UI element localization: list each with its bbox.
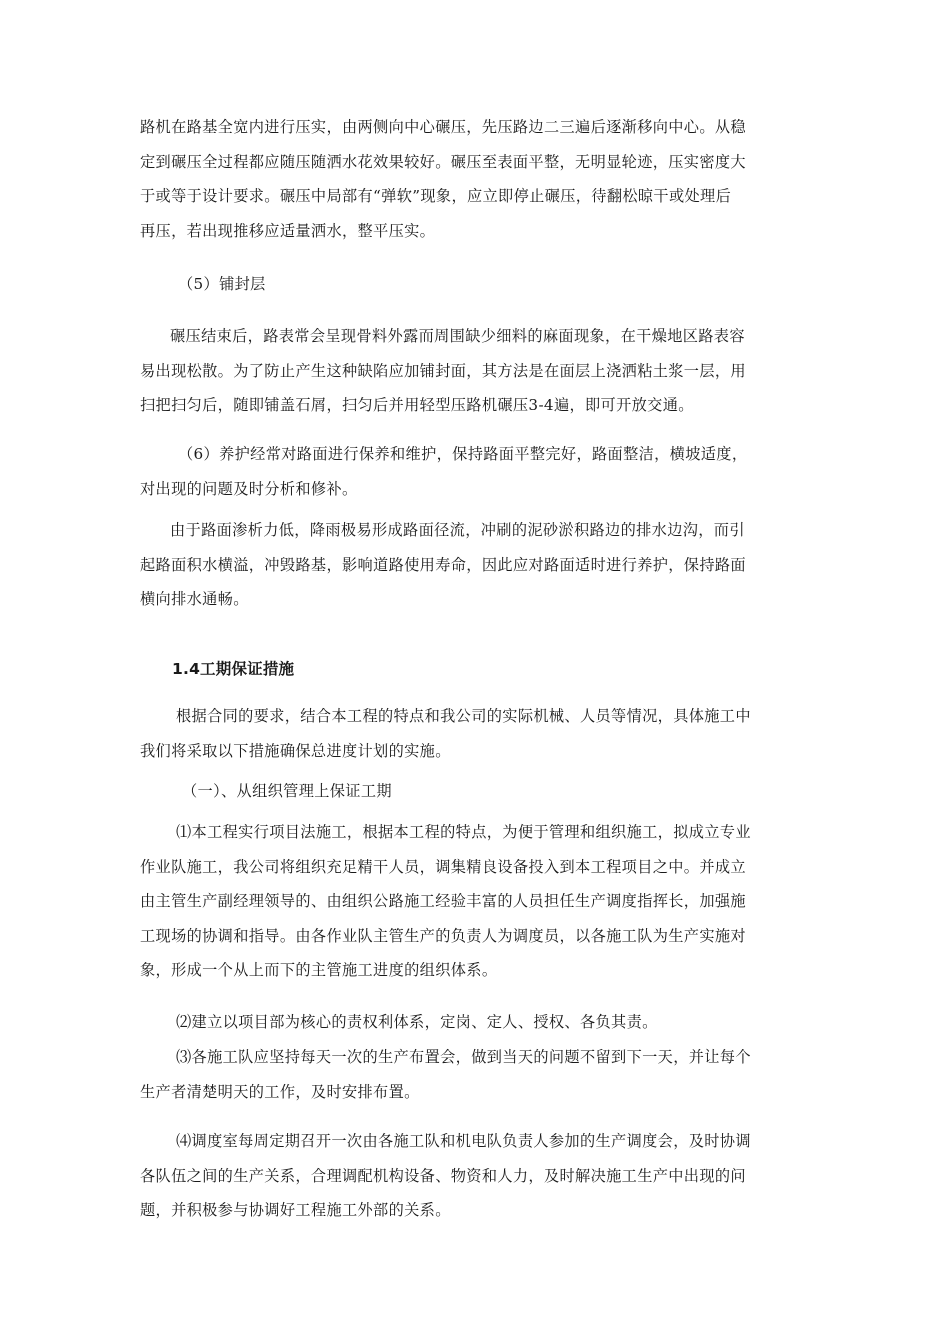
text-line: 工现场的协调和指导。由各作业队主管生产的负责人为调度员，以各施工队为生产实施对: [140, 926, 746, 945]
subheading-organization: [182, 774, 857, 809]
paragraph-item-2: [140, 1005, 815, 1040]
text-line: ⑷调度室每周定期召开一次由各施工队和机电队负责人参加的生产调度会，及时协调: [176, 1132, 751, 1150]
text-line: 由主管生产副经理领导的、由组织公路施工经验丰富的人员担任生产调度指挥长，加强施: [140, 892, 746, 911]
text-line: 起路面积水横溢，冲毁路基，影响道路使用寿命，因此应对路面适时进行养护，保持路面: [140, 555, 746, 574]
text-line: 路机在路基全宽内进行压实，由两侧向中心碾压，先压路边二三遍后逐渐移向中心。从稳: [140, 118, 746, 136]
section-heading: 1.4工期保证措施: [172, 660, 295, 678]
text-line: 生产者清楚明天的工作，及时安排布置。: [140, 1082, 420, 1101]
text-line: ⑶各施工队应坚持每天一次的生产布置会，做到当天的问题不留到下一天，并让每个: [176, 1048, 751, 1066]
text-line: 象，形成一个从上而下的主管施工进度的组织体系。: [140, 961, 498, 980]
text-line: 于或等于设计要求。碾压中局部有“弹软”现象，应立即停止碾压，待翻松晾干或处理后: [140, 187, 732, 206]
text-line: 扫把扫匀后，随即铺盖石屑，扫匀后并用轻型压路机碾压3-4遍，即可开放交通。: [140, 396, 694, 415]
text-line: （5）铺封层: [178, 275, 266, 293]
paragraph-item-1: [140, 815, 815, 988]
text-line: 再压，若出现推移应适量洒水，整平压实。: [140, 221, 436, 240]
text-line: （6）养护经常对路面进行保养和维护，保持路面平整完好，路面整洁，横坡适度，: [178, 445, 748, 463]
text-line: 横向排水通畅。: [140, 590, 249, 609]
text-line: 易出现松散。为了防止产生这种缺陷应加铺封面，其方法是在面层上浇洒粘土浆一层，用: [140, 361, 746, 380]
text-line: 根据合同的要求，结合本工程的特点和我公司的实际机械、人员等情况，具体施工中: [176, 707, 751, 725]
paragraph-contract: [140, 699, 815, 768]
text-line: （一）、从组织管理上保证工期: [182, 782, 392, 800]
paragraph-seal-layer: [140, 319, 815, 423]
text-line: 作业队施工，我公司将组织充足精干人员，调集精良设备投入到本工程项目之中。并成立: [140, 857, 746, 876]
text-line: 题，并积极参与协调好工程施工外部的关系。: [140, 1201, 451, 1220]
subheading-seal-layer: [178, 267, 853, 302]
text-line: 定到碾压全过程都应随压随洒水花效果较好。碾压至表面平整，无明显轮迹，压实密度大: [140, 152, 746, 171]
text-line: 由于路面渗析力低，降雨极易形成路面径流，冲刷的泥砂淤积路边的排水边沟，而引: [170, 521, 745, 539]
paragraph-compaction: [140, 110, 815, 248]
text-line: 碾压结束后，路表常会呈现骨料外露而周围缺少细料的麻面现象，在干燥地区路表容: [170, 327, 745, 345]
paragraph-item-3: [140, 1040, 815, 1109]
paragraph-maintenance: [140, 437, 815, 506]
text-line: 我们将采取以下措施确保总进度计划的实施。: [140, 741, 451, 760]
text-line: 对出现的问题及时分析和修补。: [140, 479, 358, 498]
paragraph-drainage: [140, 513, 815, 617]
text-line: ⑴本工程实行项目法施工，根据本工程的特点，为便于管理和组织施工，拟成立专业: [176, 823, 751, 841]
text-line: ⑵建立以项目部为核心的责权利体系，定岗、定人、授权、各负其责。: [176, 1013, 658, 1031]
paragraph-item-4: [140, 1124, 815, 1228]
text-line: 各队伍之间的生产关系，合理调配机构设备、物资和人力，及时解决施工生产中出现的问: [140, 1166, 746, 1185]
